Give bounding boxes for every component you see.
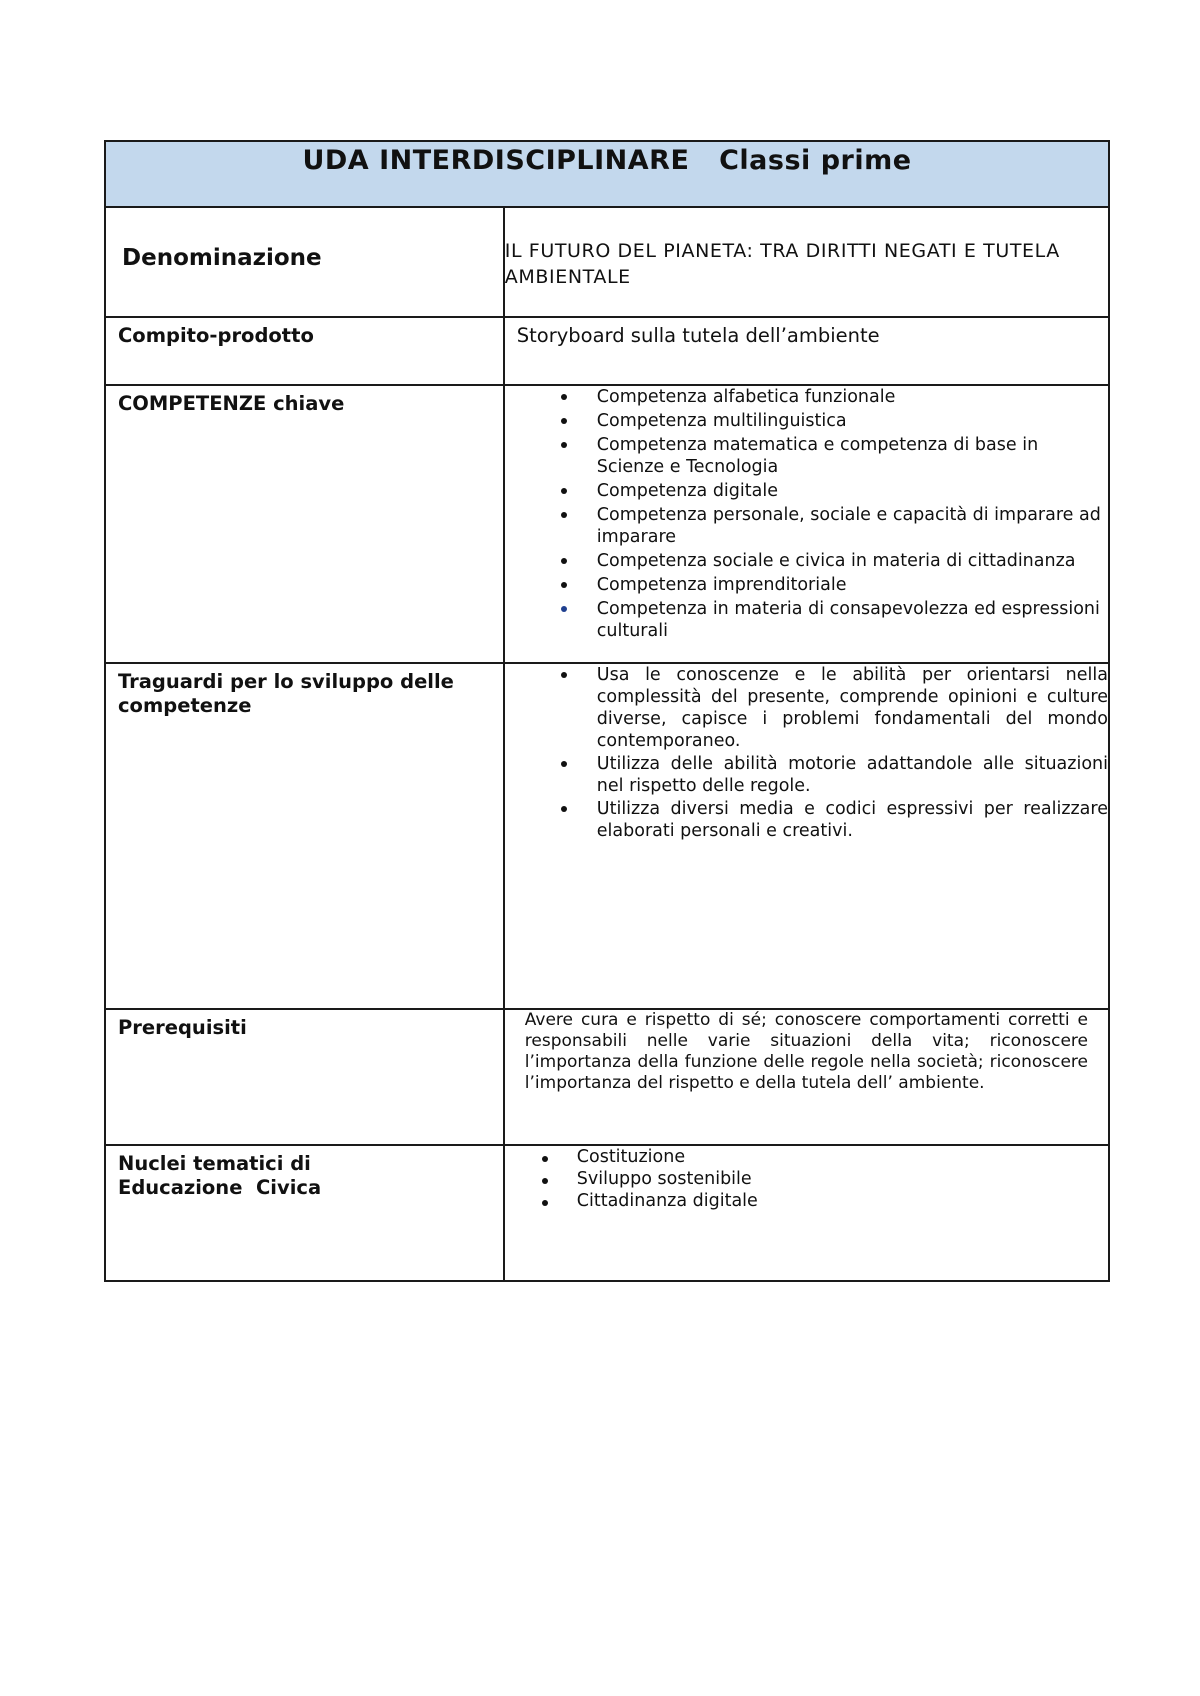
prerequisiti-value-cell	[504, 1009, 1109, 1145]
list-item: Utilizza delle abilità motorie adattandole alle situazioni nel rispetto delle regole.	[505, 753, 1108, 797]
bullet-icon	[561, 418, 567, 424]
bullet-icon	[561, 512, 567, 518]
list-item: Sviluppo sostenibile	[505, 1168, 1108, 1190]
uda-table	[104, 140, 1110, 1282]
row-nuclei-tematici	[105, 1145, 1109, 1281]
row-traguardi	[105, 663, 1109, 1009]
list-item: Costituzione	[505, 1146, 1108, 1168]
prerequisiti-value: Avere cura e rispetto di sé; conoscere comportamenti corretti e responsabili nelle varie situazioni della vita; riconoscere l’importanza della funzione delle regole nella società; riconoscere l’importanza del rispetto e della tutela dell’ ambiente.	[524, 1010, 1088, 1093]
bullet-icon	[561, 394, 567, 400]
list-item: Competenza sociale e civica in materia di cittadinanza	[505, 550, 1108, 572]
compito-value: Storyboard sulla tutela dell’ambiente	[516, 324, 880, 347]
list-item: Competenza digitale	[505, 480, 1108, 502]
bullet-icon	[561, 582, 567, 588]
title-sub: Classi prime	[719, 145, 912, 176]
prerequisiti-label-cell	[105, 1009, 504, 1145]
bullet-icon	[561, 761, 567, 767]
competenze-label: COMPETENZE chiave	[118, 392, 345, 415]
row-competenze-chiave	[105, 385, 1109, 663]
competenze-label-cell	[105, 385, 504, 663]
compito-value-cell	[504, 317, 1109, 385]
bullet-icon	[542, 1200, 548, 1206]
competenze-list	[505, 386, 1108, 642]
list-item: Competenza alfabetica funzionale	[505, 386, 1108, 408]
bullet-icon	[561, 806, 567, 812]
row-prerequisiti	[105, 1009, 1109, 1145]
bullet-icon	[561, 558, 567, 564]
list-item: Competenza personale, sociale e capacità di imparare ad imparare	[505, 504, 1108, 548]
competenze-list-cell	[504, 385, 1109, 663]
traguardi-list-cell	[504, 663, 1109, 1009]
list-item: Competenza imprenditoriale	[505, 574, 1108, 596]
compito-label: Compito-prodotto	[118, 324, 314, 347]
bullet-icon	[561, 442, 567, 448]
nuclei-list-cell	[504, 1145, 1109, 1281]
row-compito-prodotto	[105, 317, 1109, 385]
bullet-icon	[561, 488, 567, 494]
bullet-icon	[561, 606, 567, 612]
row-denominazione	[105, 207, 1109, 317]
header-row	[105, 141, 1109, 207]
traguardi-label-cell	[105, 663, 504, 1009]
nuclei-label-cell	[105, 1145, 504, 1281]
denominazione-value-cell	[504, 207, 1109, 317]
denominazione-label: Denominazione	[122, 245, 322, 271]
compito-label-cell	[105, 317, 504, 385]
title-cell	[105, 141, 1109, 207]
prerequisiti-label: Prerequisiti	[118, 1016, 247, 1039]
list-item: Usa le conoscenze e le abilità per orientarsi nella complessità del presente, comprende opinioni e culture diverse, capisce i problemi fondamentali del mondo contemporaneo.	[505, 664, 1108, 752]
list-item: Cittadinanza digitale	[505, 1190, 1108, 1212]
nuclei-list	[505, 1146, 1108, 1212]
bullet-icon	[561, 672, 567, 678]
page-title	[302, 146, 911, 176]
title-main: UDA INTERDISCIPLINARE	[302, 145, 690, 176]
denominazione-label-cell	[105, 207, 504, 317]
traguardi-list	[505, 664, 1108, 842]
bullet-icon	[542, 1178, 548, 1184]
list-item: Competenza multilinguistica	[505, 410, 1108, 432]
bullet-icon	[542, 1156, 548, 1162]
list-item: Competenza matematica e competenza di base in Scienze e Tecnologia	[505, 434, 1108, 478]
list-item: Utilizza diversi media e codici espressivi per realizzare elaborati personali e creativi.	[505, 798, 1108, 842]
list-item: Competenza in materia di consapevolezza ed espressioni culturali	[505, 598, 1108, 642]
nuclei-label: Nuclei tematici di Educazione Civica	[118, 1152, 322, 1199]
denominazione-value: IL FUTURO DEL PIANETA: TRA DIRITTI NEGATI E TUTELA AMBIENTALE	[504, 240, 1060, 288]
traguardi-label: Traguardi per lo sviluppo delle competenze	[118, 670, 454, 717]
